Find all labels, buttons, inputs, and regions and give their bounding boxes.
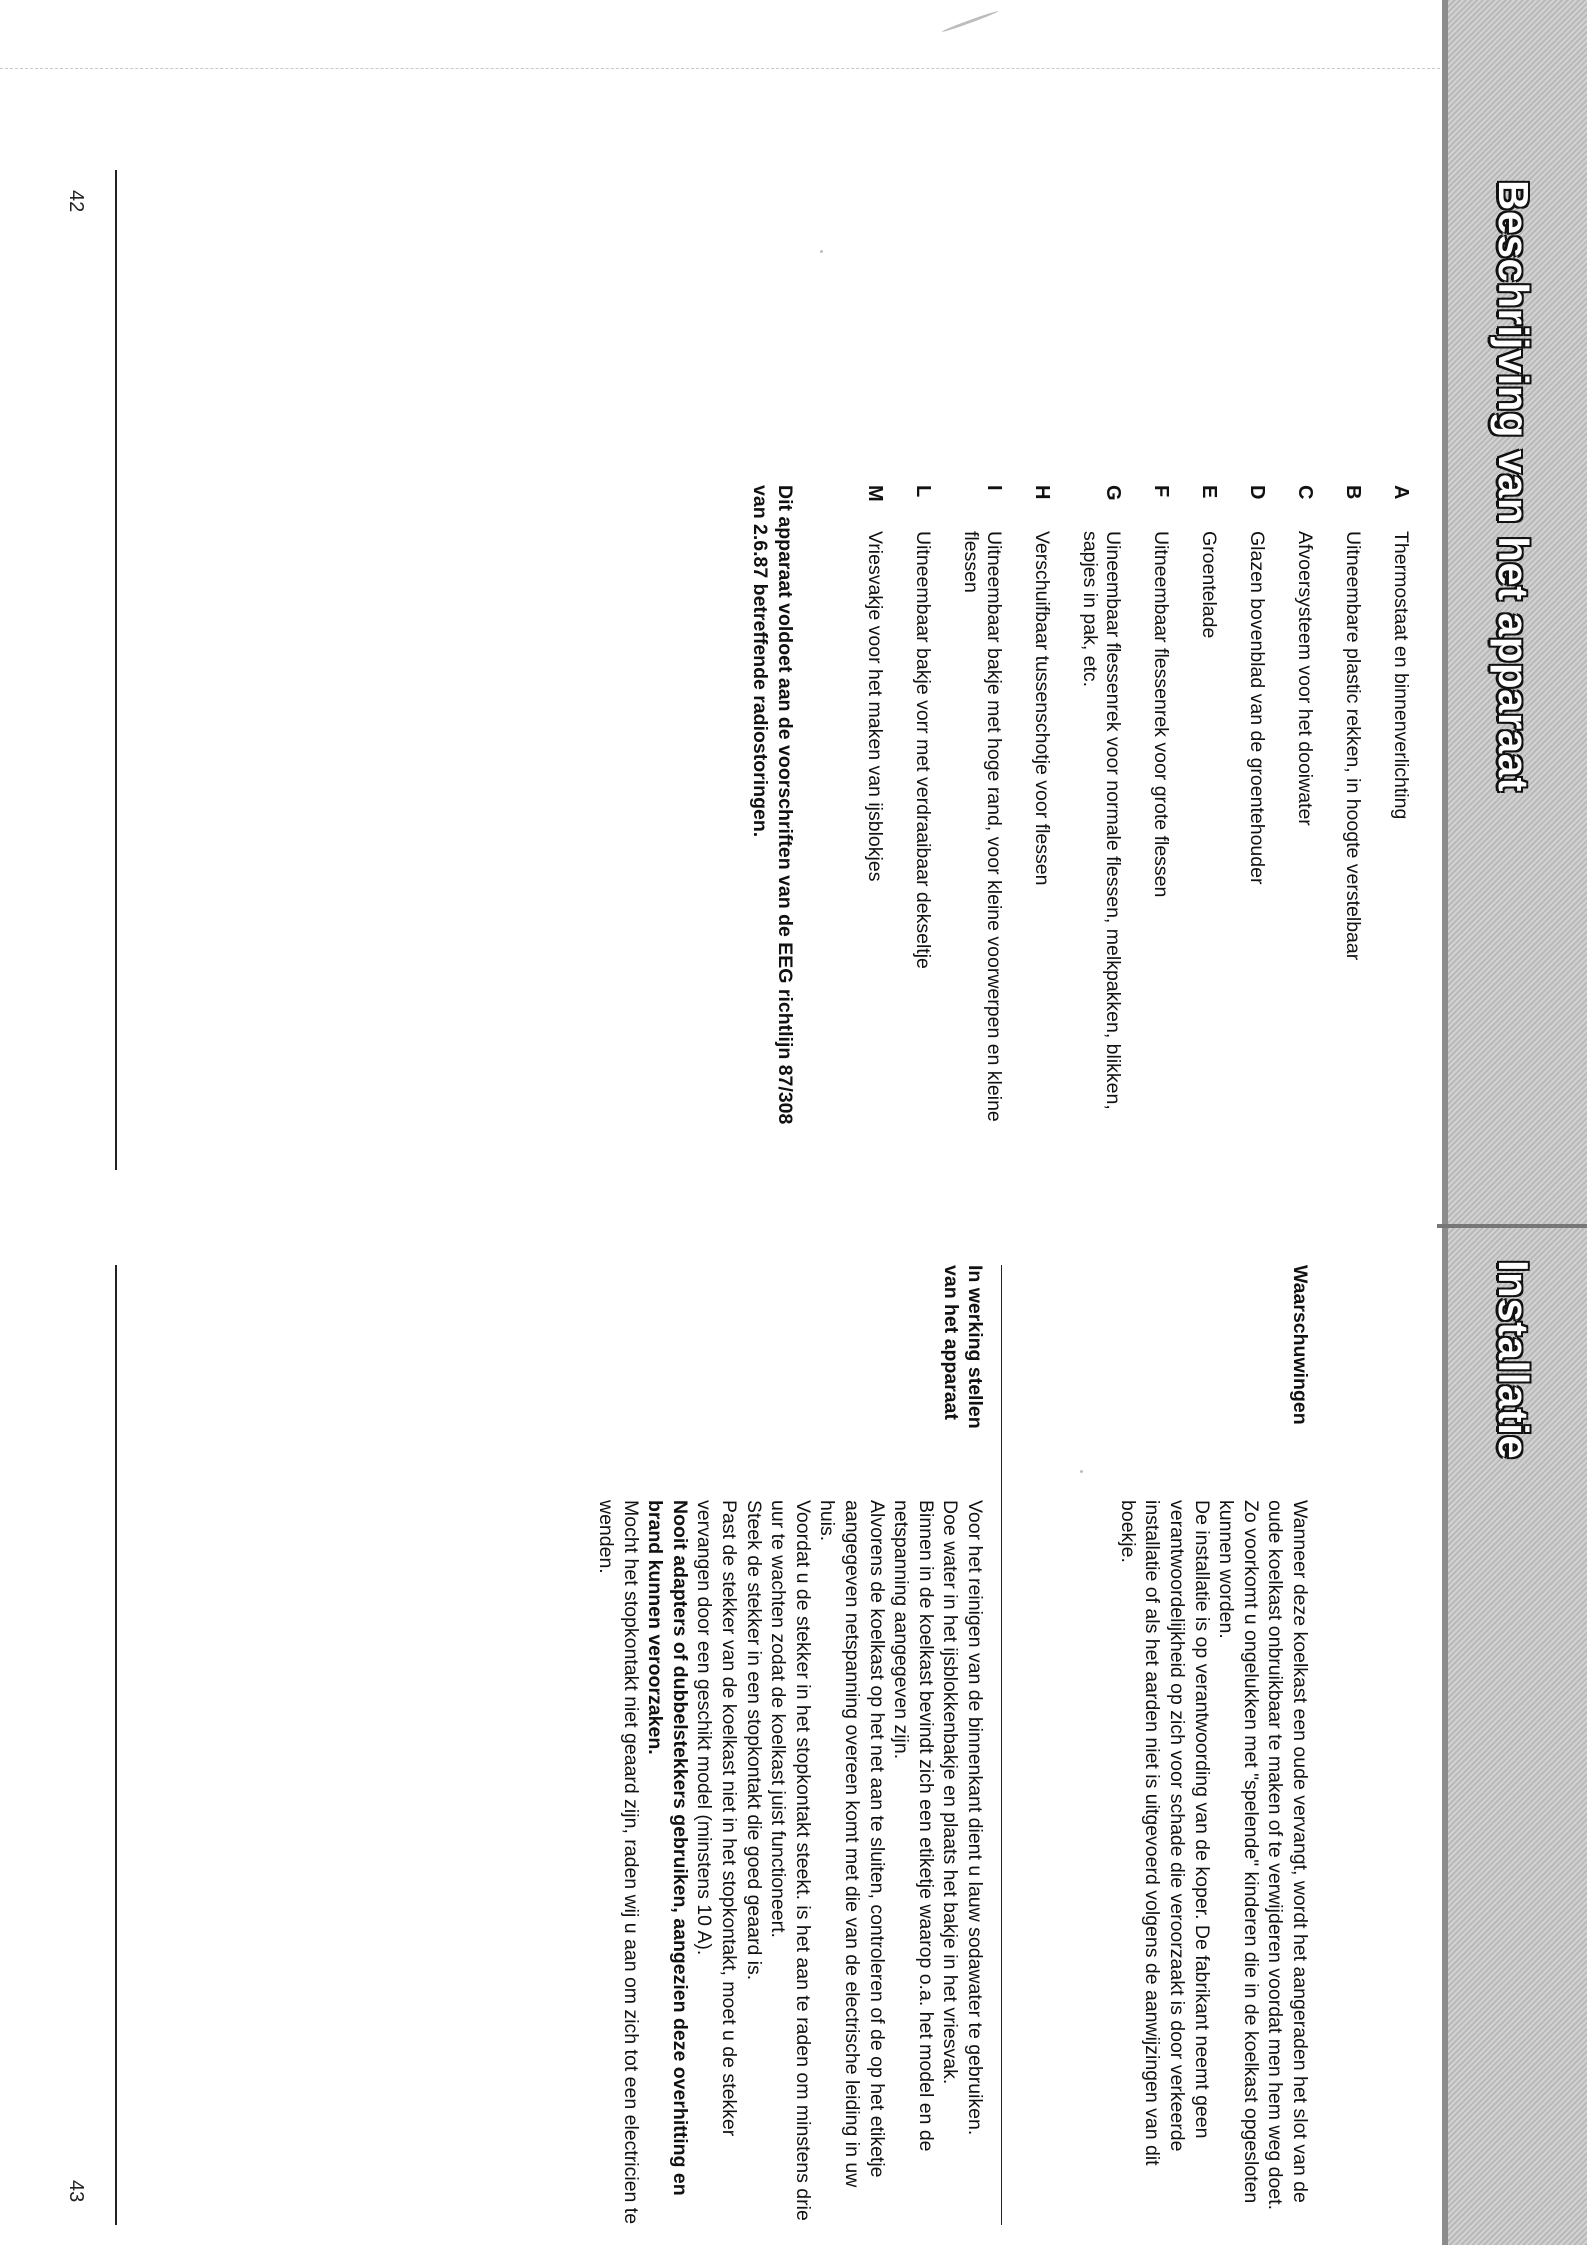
left-footer-rule: [115, 170, 117, 1170]
paragraph: Past de stekker van de koelkast niet in het stopkontakt, moet u de stekker vervangen door een geschikt model (minstens 10 A).: [693, 1500, 741, 2137]
paragraph: Steek de stekker in een stopkontakt die goed geaard is.: [742, 1500, 765, 1981]
paragraph: Zo voorkomt u ongelukken met "spelende" kinderen die in de koelkast opgesloten kunnen worden.: [1215, 1500, 1262, 2204]
section-separator: [1001, 1265, 1002, 2225]
paragraph: Wanneer deze koelkast een oude vervangt, wordt het aangeraden het slot van de oude koelkast onbruikbaar te maken of te verwijderen voordat men hem weg doet.: [1264, 1500, 1311, 2210]
paragraph: Mocht het stopkontakt niet geaard zijn, raden wij u aan om zich tot een electricien te wenden.: [595, 1500, 642, 2225]
item-text: Uineembaar flessenrek voor normale flessen, melkpakken, blikken, sapjes in pak, etc.: [1079, 531, 1124, 1110]
item-text: Uitneembare plastic rekken, in hoogte verstelbaar: [1342, 531, 1364, 961]
right-page-title: Installatie: [1490, 1260, 1537, 1460]
item-letter: M: [864, 485, 886, 502]
list-item: [1197, 485, 1220, 1145]
list-item: [1030, 485, 1053, 1145]
list-item: [1078, 485, 1124, 1145]
item-text: Uitneembaar bakje met hoge rand, voor kleine voorwerpen en kleine flessen: [960, 531, 1005, 1122]
item-letter: E: [1198, 485, 1220, 499]
list-item: [863, 485, 886, 1145]
item-text: Afvoersysteem voor het dooiwater: [1294, 531, 1316, 826]
section-heading-waarschuwingen: Waarschuwingen: [1289, 1265, 1311, 1425]
item-letter: A: [1390, 485, 1412, 500]
item-letter: H: [1031, 485, 1053, 500]
section-heading-in-werking: In werking stellen van het apparaat: [940, 1265, 986, 1429]
list-item: [1341, 485, 1364, 1145]
paragraph: Voor het reinigen van de binnenkant dient u lauw sodawater te gebruiken.: [964, 1500, 986, 2136]
paragraph: Doe water in het ijsblokkenbakje en plaats het bakje in het vriesvak.: [939, 1500, 962, 2085]
item-letter: D: [1246, 485, 1268, 500]
eeg-compliance-notice: Dit apparaat voldoet aan de voorschriften van de EEG richtlijn 87/308 van 2.6.87 betreffende radiostoringen.: [749, 485, 796, 1125]
item-letter: B: [1342, 485, 1364, 500]
section-body-waarschuwingen: [1115, 1500, 1312, 2230]
item-text: Vriesvakje voor het maken van ijsblokjes: [864, 531, 886, 882]
item-text: Uitneembaar bakje vorr met verdraaibaar dekseltje: [912, 531, 934, 969]
list-item: [911, 485, 934, 1145]
list-item: [1389, 485, 1412, 1145]
paragraph: Voordat u de stekker in het stopkontakt steekt. is het aan te raden om minstens drie uur te wachten zodat de koelkast juist functioneert.: [767, 1500, 814, 2221]
item-text: Uitneembaar flessenrek voor grote flessen: [1150, 531, 1172, 898]
item-letter: F: [1150, 485, 1172, 498]
left-page-number: 42: [65, 190, 87, 213]
item-letter: C: [1294, 485, 1316, 500]
list-item: [1245, 485, 1268, 1145]
item-text: Thermostaat en binnenverlichting: [1390, 531, 1412, 820]
paragraph: De installatie is op verantwoording van de koper. De fabrikant neemt geen verantwoordelijkheid op zich voor schade die veroorzaakt is door verkeerde installatie of als het aarden niet is uitgevoerd volgens de aanwijzingen van dit boekje.: [1116, 1500, 1213, 2166]
bold-warning: Nooit adapters of dubbelstekkers gebruiken, aangezien deze overhitting en brand kunnen veroorzaken.: [644, 1500, 691, 2196]
item-letter: G: [1102, 485, 1124, 501]
page-divider: [1437, 1224, 1587, 1228]
right-footer-rule: [115, 1265, 117, 2225]
list-item: [1149, 485, 1172, 1145]
item-letter: I: [983, 485, 1005, 491]
right-page-number: 43: [65, 2180, 87, 2203]
list-item: [1293, 485, 1316, 1145]
paragraph: Alvorens de koelkast op het net aan te sluiten, controleren of de op het etiketje aangegeven netspanning overeen komt met die van de electrische leiding in uw huis.: [816, 1500, 888, 2188]
item-text: Groentelade: [1198, 531, 1220, 639]
left-page-title: Beschrijving van het apparaat: [1490, 180, 1537, 793]
parts-list: [838, 485, 1412, 1145]
item-text: Verschuifbaar tussenschotje voor flessen: [1031, 531, 1053, 886]
list-item: [959, 485, 1005, 1145]
item-letter: L: [912, 485, 934, 498]
paragraph: Binnen in de koelkast bevindt zich een etiketje waarop o.a. het model en de netspanning aangegeven zijn.: [890, 1500, 937, 2152]
item-text: Glazen bovenblad van de groentehouder: [1246, 531, 1268, 885]
section-body-in-werking: [594, 1500, 988, 2230]
